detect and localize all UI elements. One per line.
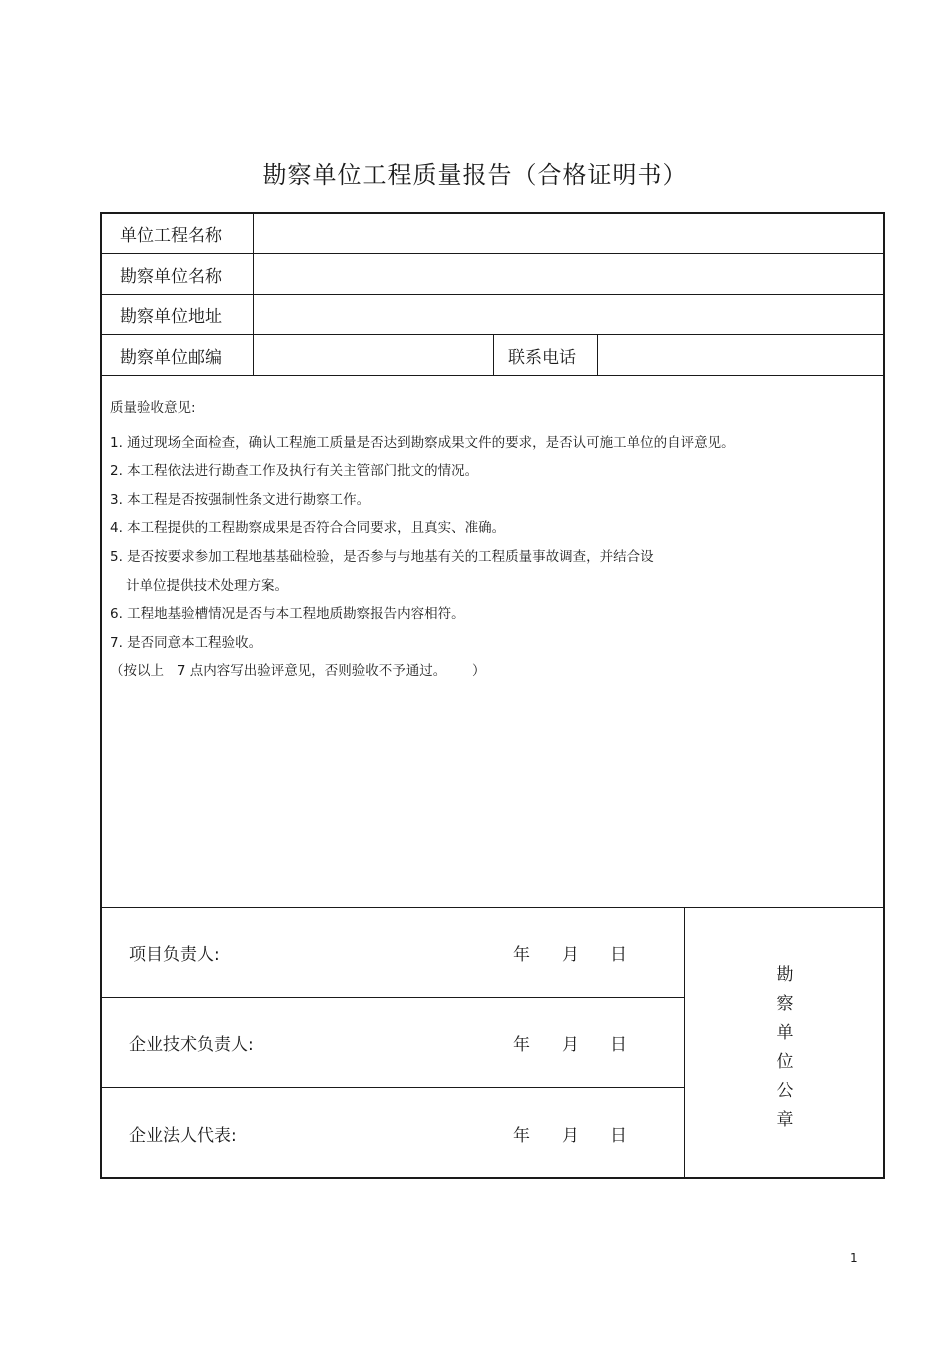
signature-row-tech-lead[interactable]	[102, 998, 684, 1088]
seal-char: 勘	[776, 965, 794, 985]
seal-char: 单	[776, 1023, 794, 1043]
seal-char: 察	[776, 994, 794, 1014]
date-month: 月	[562, 1126, 579, 1146]
comment-item: 4. 本工程提供的工程勘察成果是否符合合同要求，且真实、准确。	[110, 520, 506, 537]
unit-name-field[interactable]	[254, 254, 885, 294]
date-day: 日	[610, 945, 627, 965]
project-name-field[interactable]	[254, 214, 885, 253]
comment-item: 5. 是否按要求参加工程地基基础检验，是否参与与地基有关的工程质量事故调查，并结合设	[110, 548, 654, 565]
comment-item-continuation: 计单位提供技术处理方案。	[126, 577, 288, 594]
postcode-label: 勘察单位邮编	[102, 335, 254, 375]
comment-item: 2. 本工程依法进行勘查工作及执行有关主管部门批文的情况。	[110, 463, 479, 480]
comment-item: 6. 工程地基验槽情况是否与本工程地质勘察报告内容相符。	[110, 606, 465, 623]
unit-address-label: 勘察单位地址	[102, 295, 254, 334]
comments-heading: 质量验收意见:	[110, 400, 196, 416]
row-unit-address	[102, 295, 883, 335]
quality-acceptance-comments[interactable]	[102, 376, 883, 908]
row-postcode-phone	[102, 335, 883, 376]
signature-label: 企业法人代表:	[129, 1126, 237, 1146]
signature-row-legal-rep[interactable]	[102, 1088, 684, 1179]
document-title: 勘察单位工程质量报告（合格证明书）	[262, 161, 688, 189]
page-number: 1	[850, 1251, 858, 1265]
date-day: 日	[610, 1035, 627, 1055]
row-project-name	[102, 214, 883, 254]
seal-char: 公	[776, 1081, 794, 1101]
date-year: 年	[513, 1035, 530, 1055]
date-year: 年	[513, 945, 530, 965]
date-month: 月	[562, 1035, 579, 1055]
comments-note: （按以上 7 点内容写出验评意见，否则验收不予通过。 ）	[110, 663, 486, 680]
signature-label: 企业技术负责人:	[129, 1035, 254, 1055]
phone-field[interactable]	[598, 335, 885, 375]
company-seal-box	[684, 908, 885, 1179]
signature-row-project-lead[interactable]	[102, 908, 684, 998]
signature-label: 项目负责人:	[129, 945, 220, 965]
signature-area	[102, 908, 883, 1179]
seal-char: 章	[776, 1110, 794, 1130]
row-unit-name	[102, 254, 883, 295]
comment-item: 7. 是否同意本工程验收。	[110, 634, 263, 651]
seal-char: 位	[776, 1052, 794, 1072]
postcode-field[interactable]	[254, 335, 494, 375]
report-form	[100, 212, 885, 1179]
project-name-label: 单位工程名称	[102, 214, 254, 253]
comment-item: 3. 本工程是否按强制性条文进行勘察工作。	[110, 491, 371, 508]
comment-item: 1. 通过现场全面检查，确认工程施工质量是否达到勘察成果文件的要求，是否认可施工单位的自评意见。	[110, 434, 735, 451]
date-month: 月	[562, 945, 579, 965]
date-year: 年	[513, 1126, 530, 1146]
unit-address-field[interactable]	[254, 295, 885, 334]
unit-name-label: 勘察单位名称	[102, 254, 254, 294]
date-day: 日	[610, 1126, 627, 1146]
phone-label: 联系电话	[494, 335, 598, 375]
